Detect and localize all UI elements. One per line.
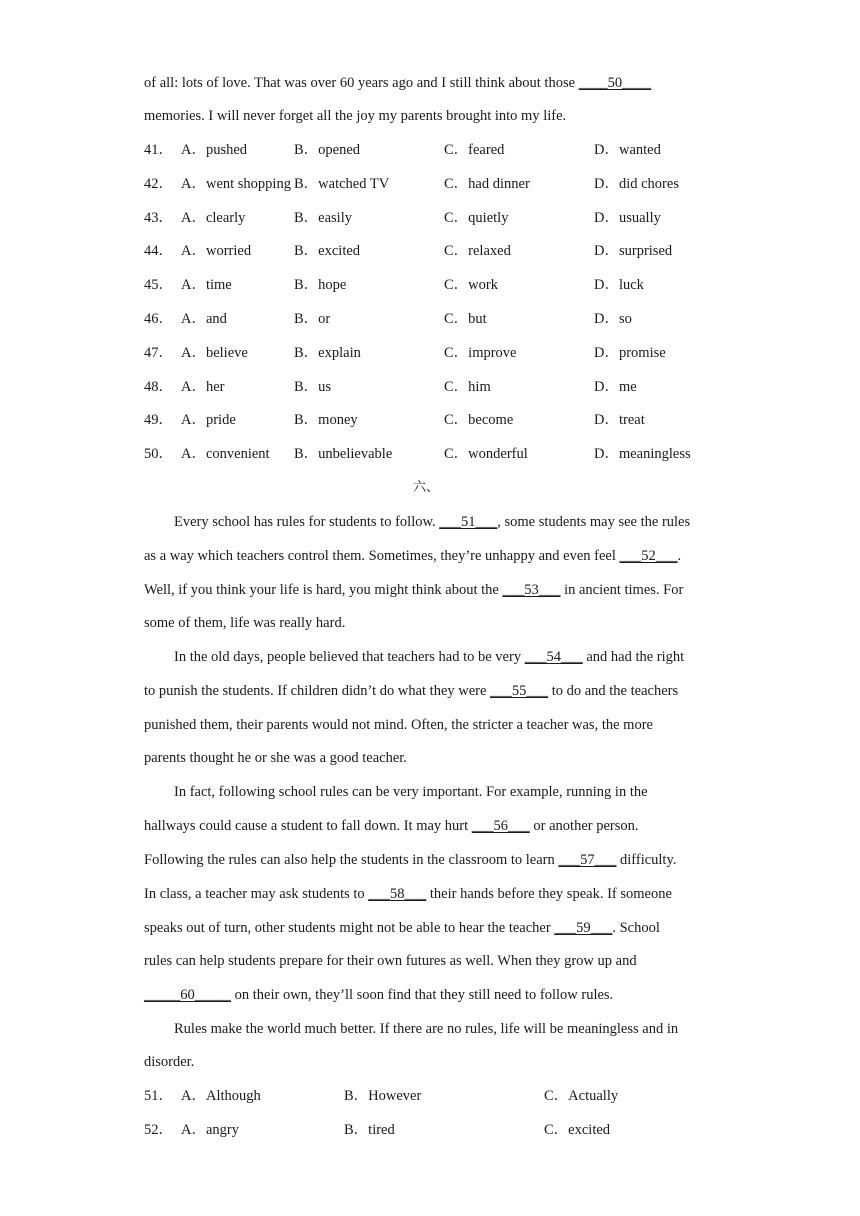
passage-line: Well, if you think your life is hard, you might think about the ___53___ in ancient times. For <box>144 582 684 598</box>
question-row <box>144 1086 724 1106</box>
option-d: D．so <box>594 311 632 327</box>
question-row <box>144 444 724 464</box>
passage-line: as a way which teachers control them. Sometimes, they’re unhappy and even feel ___52___. <box>144 548 682 564</box>
passage-line: In the old days, people believed that teachers had to be very ___54___ and had the right <box>174 649 685 665</box>
option-b: B．easily <box>294 209 352 226</box>
option-d: D．luck <box>594 277 644 294</box>
option-c: C．improve <box>444 344 517 361</box>
option-b: B．us <box>294 378 332 395</box>
option-b: B．watched TV <box>294 175 390 192</box>
question-row <box>144 208 724 228</box>
question-row <box>144 343 724 363</box>
option-b: B．tired <box>344 1122 395 1138</box>
option-b: B．or <box>294 311 331 327</box>
passage-line: parents thought he or she was a good teacher. <box>144 750 407 766</box>
passage-line: rules can help students prepare for their own futures as well. When they grow up and <box>144 953 637 969</box>
option-a: A．pride <box>181 412 236 429</box>
option-c: C．Actually <box>544 1088 619 1104</box>
blank-52: ___52___ <box>619 548 678 564</box>
passage-line: punished them, their parents would not mind. Often, the stricter a teacher was, the more <box>144 717 653 733</box>
option-b: B．opened <box>294 142 361 158</box>
option-c: C．become <box>444 412 514 429</box>
option-d: D．promise <box>594 344 666 361</box>
blank-55: ___55___ <box>490 683 549 699</box>
option-a: A．went shopping <box>181 175 291 192</box>
option-a: A．Although <box>181 1088 261 1104</box>
option-a: A．convenient <box>181 446 270 463</box>
option-a: A．pushed <box>181 142 248 158</box>
option-c: C．wonderful <box>444 446 528 463</box>
blank-54: ___54___ <box>524 649 583 665</box>
option-a: A．her <box>181 378 225 395</box>
option-c: C．had dinner <box>444 175 530 192</box>
option-d: D．me <box>594 378 637 395</box>
passage-line: hallways could cause a student to fall down. It may hurt ___56___ or another person. <box>144 818 639 834</box>
option-d: D．meaningless <box>594 446 691 463</box>
passage-line: Every school has rules for students to follow. ___51___, some students may see the rules <box>174 514 691 530</box>
passage-line: _____60_____ on their own, they’ll soon find that they still need to follow rules. <box>144 987 614 1003</box>
option-c: C．relaxed <box>444 243 511 260</box>
question-row <box>144 275 724 295</box>
passage-line: Rules make the world much better. If there are no rules, life will be meaningless and in <box>174 1021 679 1037</box>
option-d: D．wanted <box>594 142 661 158</box>
passage-line: memories. I will never forget all the joy my parents brought into my life. <box>144 108 567 124</box>
question-row <box>144 377 724 397</box>
blank-57: ___57___ <box>558 852 617 868</box>
question-number: 48． <box>144 378 173 395</box>
section-heading: 六、 <box>413 480 440 495</box>
option-c: C．quietly <box>444 209 509 226</box>
blank-50: ____50____ <box>578 75 652 91</box>
option-a: A．time <box>181 277 232 294</box>
question-number: 46． <box>144 311 173 327</box>
passage-line: some of them, life was really hard. <box>144 615 346 631</box>
option-c: C．work <box>444 277 498 294</box>
question-number: 51． <box>144 1088 173 1104</box>
question-number: 42． <box>144 175 173 192</box>
question-number: 50． <box>144 446 173 463</box>
blank-59: ___59___ <box>554 920 613 936</box>
option-b: B．However <box>344 1088 422 1104</box>
option-d: D．surprised <box>594 243 673 260</box>
option-c: C．excited <box>544 1122 611 1138</box>
question-number: 43． <box>144 209 173 226</box>
question-number: 47． <box>144 344 173 361</box>
option-b: B．explain <box>294 344 361 361</box>
blank-53: ___53___ <box>502 582 561 598</box>
question-number: 52． <box>144 1122 173 1138</box>
option-b: B．unbelievable <box>294 446 393 463</box>
option-b: B．hope <box>294 277 347 294</box>
option-c: C．him <box>444 378 491 395</box>
passage-line: of all: lots of love. That was over 60 years ago and I still think about those ____50____ <box>144 75 652 91</box>
option-a: A．angry <box>181 1122 239 1138</box>
option-d: D．usually <box>594 209 661 226</box>
passage-line: In class, a teacher may ask students to ___58___ their hands before they speak. If someone <box>144 886 672 902</box>
option-a: A．worried <box>181 243 252 260</box>
option-a: A．believe <box>181 344 248 361</box>
passage-line: speaks out of turn, other students might not be able to hear the teacher ___59___. School <box>144 920 660 936</box>
blank-56: ___56___ <box>471 818 530 834</box>
question-number: 44． <box>144 243 173 260</box>
question-row <box>144 1120 724 1140</box>
option-b: B．excited <box>294 243 361 260</box>
passage-line: to punish the students. If children didn’t do what they were ___55___ to do and the teachers <box>144 683 679 699</box>
question-number: 49． <box>144 412 173 429</box>
blank-51: ___51___ <box>439 514 498 530</box>
option-a: A．and <box>181 311 227 327</box>
blank-60: _____60_____ <box>144 987 231 1003</box>
question-row <box>144 410 724 430</box>
option-c: C．but <box>444 311 487 327</box>
question-row <box>144 140 724 160</box>
passage-line: disorder. <box>144 1054 195 1070</box>
passage-line: In fact, following school rules can be very important. For example, running in the <box>174 784 648 800</box>
option-c: C．feared <box>444 142 505 158</box>
question-row <box>144 309 724 329</box>
question-number: 41． <box>144 142 173 158</box>
option-b: B．money <box>294 412 358 429</box>
option-a: A．clearly <box>181 209 246 226</box>
question-row <box>144 241 724 261</box>
option-d: D．did chores <box>594 175 679 192</box>
option-d: D．treat <box>594 412 645 429</box>
blank-58: ___58___ <box>368 886 427 902</box>
question-row <box>144 174 724 194</box>
question-number: 45． <box>144 277 173 294</box>
passage-line: Following the rules can also help the students in the classroom to learn ___57___ difficulty. <box>144 852 677 868</box>
